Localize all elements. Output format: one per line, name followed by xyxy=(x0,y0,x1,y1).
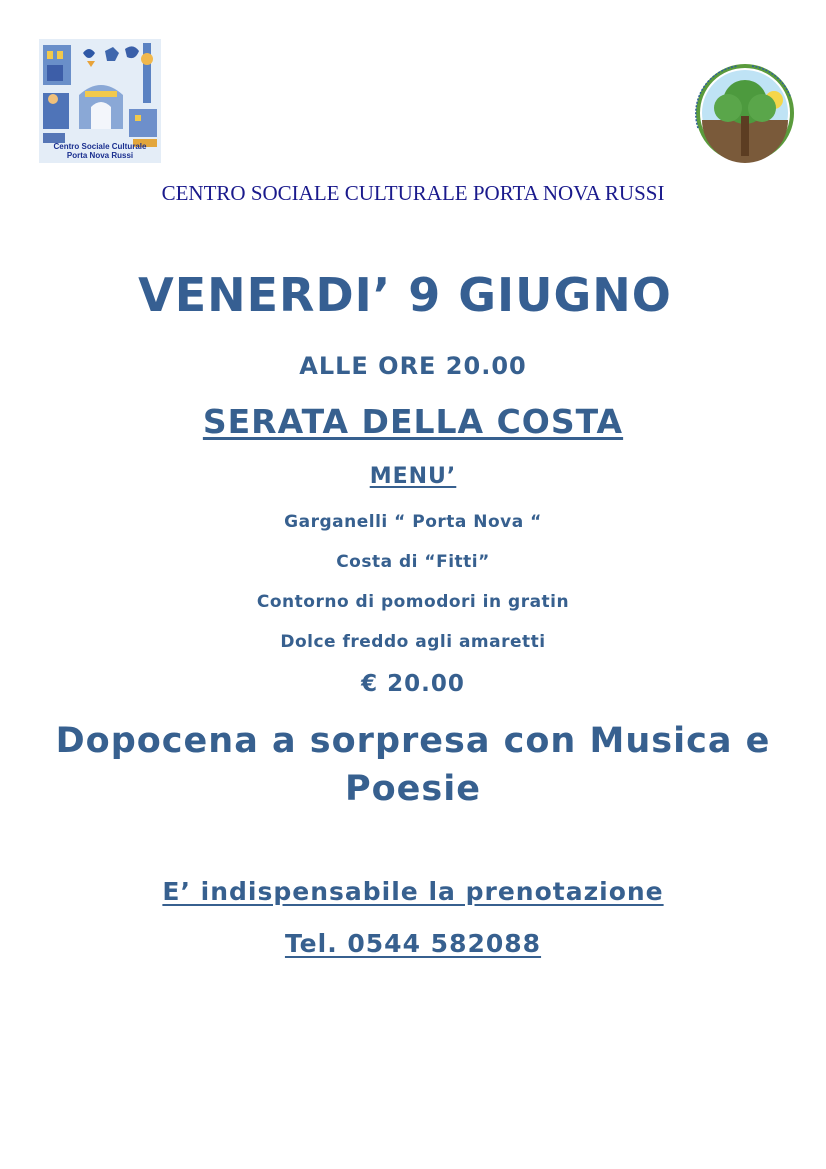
event-time: ALLE ORE 20.00 xyxy=(299,352,527,380)
tree-icon xyxy=(688,58,798,168)
organization-name: CENTRO SOCIALE CULTURALE PORTA NOVA RUSSI xyxy=(161,181,665,205)
menu-item: Garganelli “ Porta Nova “ xyxy=(284,512,542,532)
booking-phone: Tel. 0544 582088 xyxy=(284,929,542,958)
menu-title: MENU’ xyxy=(369,464,457,489)
associazione-tree-logo xyxy=(688,58,798,168)
event-day: VENERDI’ 9 GIUGNO xyxy=(138,268,672,322)
menu-item: Dolce freddo agli amaretti xyxy=(280,632,546,652)
logo-caption-line2: Porta Nova Russi xyxy=(66,151,134,160)
menu-price: € 20.00 xyxy=(361,671,465,697)
menu-item: Costa di “Fitti” xyxy=(336,552,490,572)
event-title: SERATA DELLA COSTA xyxy=(202,402,624,441)
after-dinner-note: Dopocena a sorpresa con Musica e Poesie xyxy=(55,721,771,809)
logo-caption-line1: Centro Sociale Culturale xyxy=(53,142,147,151)
booking-note: E’ indispensabile la prenotazione xyxy=(162,877,664,906)
centro-sociale-logo xyxy=(39,39,161,163)
menu-item: Contorno di pomodori in gratin xyxy=(256,592,570,612)
